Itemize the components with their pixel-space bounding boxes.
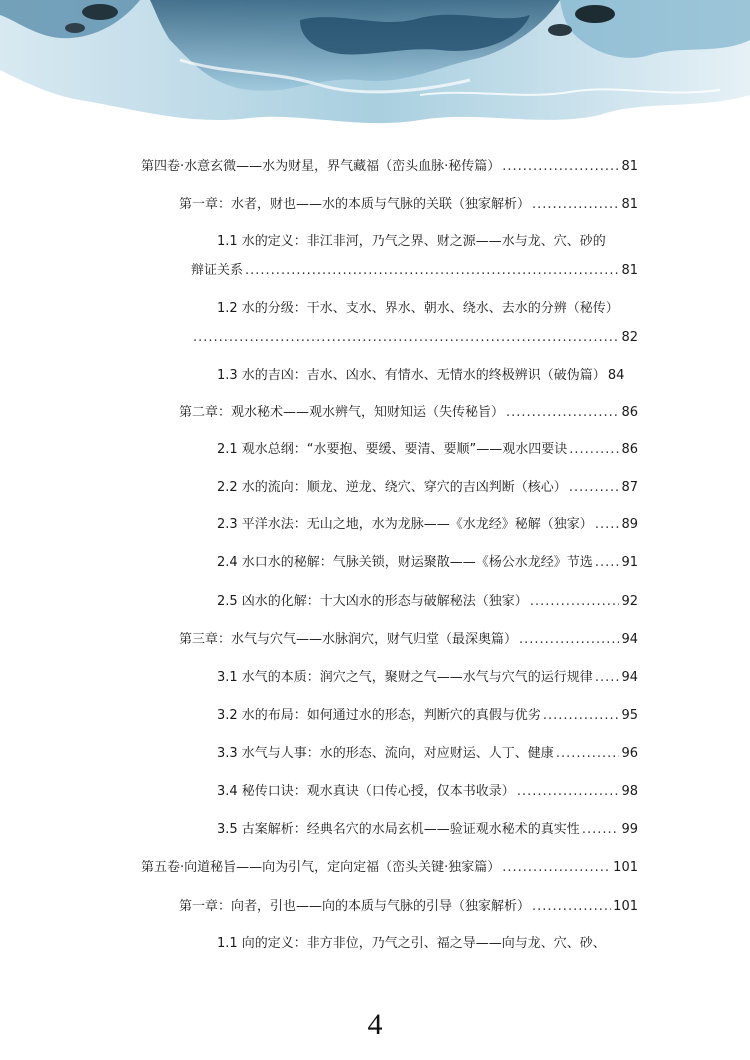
toc-entry-page: 81 [621,263,638,278]
toc-entry-title: 第二章：观水秘术——观水辨气，知财知运（失传秘旨） [179,405,505,420]
toc-entry[interactable] [179,404,638,422]
toc-entry-title: 3.3 水气与人事：水的形态、流向，对应财运、人丁、健康 [217,746,554,761]
dot-leader [193,329,619,347]
dot-leader [519,631,619,649]
toc-entry[interactable] [217,821,638,839]
toc-entry-page: 101 [613,860,638,875]
dot-leader [569,479,620,497]
toc-entry-title-line2: 辩证关系 [191,263,244,278]
toc-entry-title: 2.1 观水总纲：“水要抱、要缓、要清、要顺”——观水四要诀 [217,442,568,457]
dot-leader [506,404,619,422]
dot-leader [532,898,611,916]
dot-leader [543,707,620,725]
toc-entry[interactable] [217,669,638,687]
dot-leader [502,158,619,176]
toc-entry-page: 81 [621,159,638,174]
toc-entry[interactable] [191,262,638,280]
page-number: 4 [367,1008,383,1041]
toc-entry-title: 第五卷·向道秘旨——向为引气，定向定福（峦头关键·独家篇） [141,860,501,875]
dot-leader [556,745,620,763]
toc-entry[interactable] [179,196,638,214]
toc-entry-page: 101 [613,899,638,914]
toc-entry[interactable] [217,479,638,497]
toc-entry-title: 1.3 水的吉凶：吉水、凶水、有情水、无情水的终极辨识（破伪篇） [217,368,606,383]
toc-entry-page: 87 [621,480,638,495]
toc-entry-title: 第四卷·水意玄微——水为财星，界气藏福（峦头血脉·秘传篇） [141,159,501,174]
toc-entry[interactable] [141,859,638,877]
dot-leader [595,669,620,687]
toc-entry[interactable] [217,745,638,763]
dot-leader [245,262,619,280]
toc-entry-page: 91 [621,555,638,570]
toc-entry-title: 2.3 平洋水法：无山之地，水为龙脉——《水龙经》秘解（独家） [217,517,593,532]
toc-entry[interactable] [191,329,638,347]
toc-entry[interactable] [217,367,638,385]
toc-entry[interactable] [179,631,638,649]
toc-entry[interactable] [217,707,638,725]
toc-entry-page: 82 [621,330,638,345]
toc-entry[interactable] [217,441,638,459]
toc-entry-page: 81 [621,197,638,212]
toc-entry-page: 86 [621,442,638,457]
toc-entry[interactable] [217,554,638,572]
toc-entry[interactable] [217,593,638,611]
toc-entry[interactable] [217,516,638,534]
toc-entry-title: 第一章：水者，财也——水的本质与气脉的关联（独家解析） [179,197,531,212]
toc-entry-page: 89 [621,517,638,532]
dot-leader [595,516,620,534]
toc-entry-title[interactable]: 1.1 向的定义：非方非位，乃气之引、福之导——向与龙、穴、砂、 [217,936,606,951]
toc-entry[interactable] [217,783,638,801]
dot-leader [532,196,619,214]
toc-entry-title: 3.1 水气的本质：润穴之气，聚财之气——水气与穴气的运行规律 [217,670,593,685]
toc-entry-title: 第三章：水气与穴气——水脉润穴，财气归堂（最深奥篇） [179,632,518,647]
toc-entry-title: 3.5 古案解析：经典名穴的水局玄机——验证观水秘术的真实性 [217,822,580,837]
toc-entry-title: 2.4 水口水的秘解：气脉关锁，财运聚散——《杨公水龙经》节选 [217,555,593,570]
toc-entry-title: 2.5 凶水的化解：十大凶水的形态与破解秘法（独家） [217,594,528,609]
dot-leader [582,821,620,839]
toc-entry-page: 92 [621,594,638,609]
toc-entry-title-line1[interactable]: 1.1 水的定义：非江非河，乃气之界、财之源——水与龙、穴、砂的 [217,234,606,249]
toc-entry-title: 3.2 水的布局：如何通过水的形态，判断穴的真假与优劣 [217,708,541,723]
toc-entry-page: 95 [621,708,638,723]
dot-leader [595,554,620,572]
toc-entry[interactable] [141,158,638,176]
dot-leader [530,593,620,611]
toc-entry-page: 84 [607,368,625,383]
toc-entry[interactable] [179,898,638,916]
toc-entry-title: 3.4 秘传口诀：观水真诀（口传心授，仅本书收录） [217,784,515,799]
dot-leader [502,859,611,877]
toc-entry-page: 96 [621,746,638,761]
toc-entry-title: 第一章：向者，引也——向的本质与气脉的引导（独家解析） [179,899,531,914]
toc-entry-title-line1[interactable]: 1.2 水的分级：干水、支水、界水、朝水、绕水、去水的分辨（秘传） [217,301,619,316]
toc-entry-page: 94 [621,670,638,685]
dot-leader [569,441,619,459]
dot-leader [517,783,620,801]
toc-entry-title: 2.2 水的流向：顺龙、逆龙、绕穴、穿穴的吉凶判断（核心） [217,480,567,495]
toc-entry-page: 86 [621,405,638,420]
toc-entry-page: 98 [621,784,638,799]
toc-entry-page: 94 [621,632,638,647]
toc-entry-page: 99 [621,822,638,837]
